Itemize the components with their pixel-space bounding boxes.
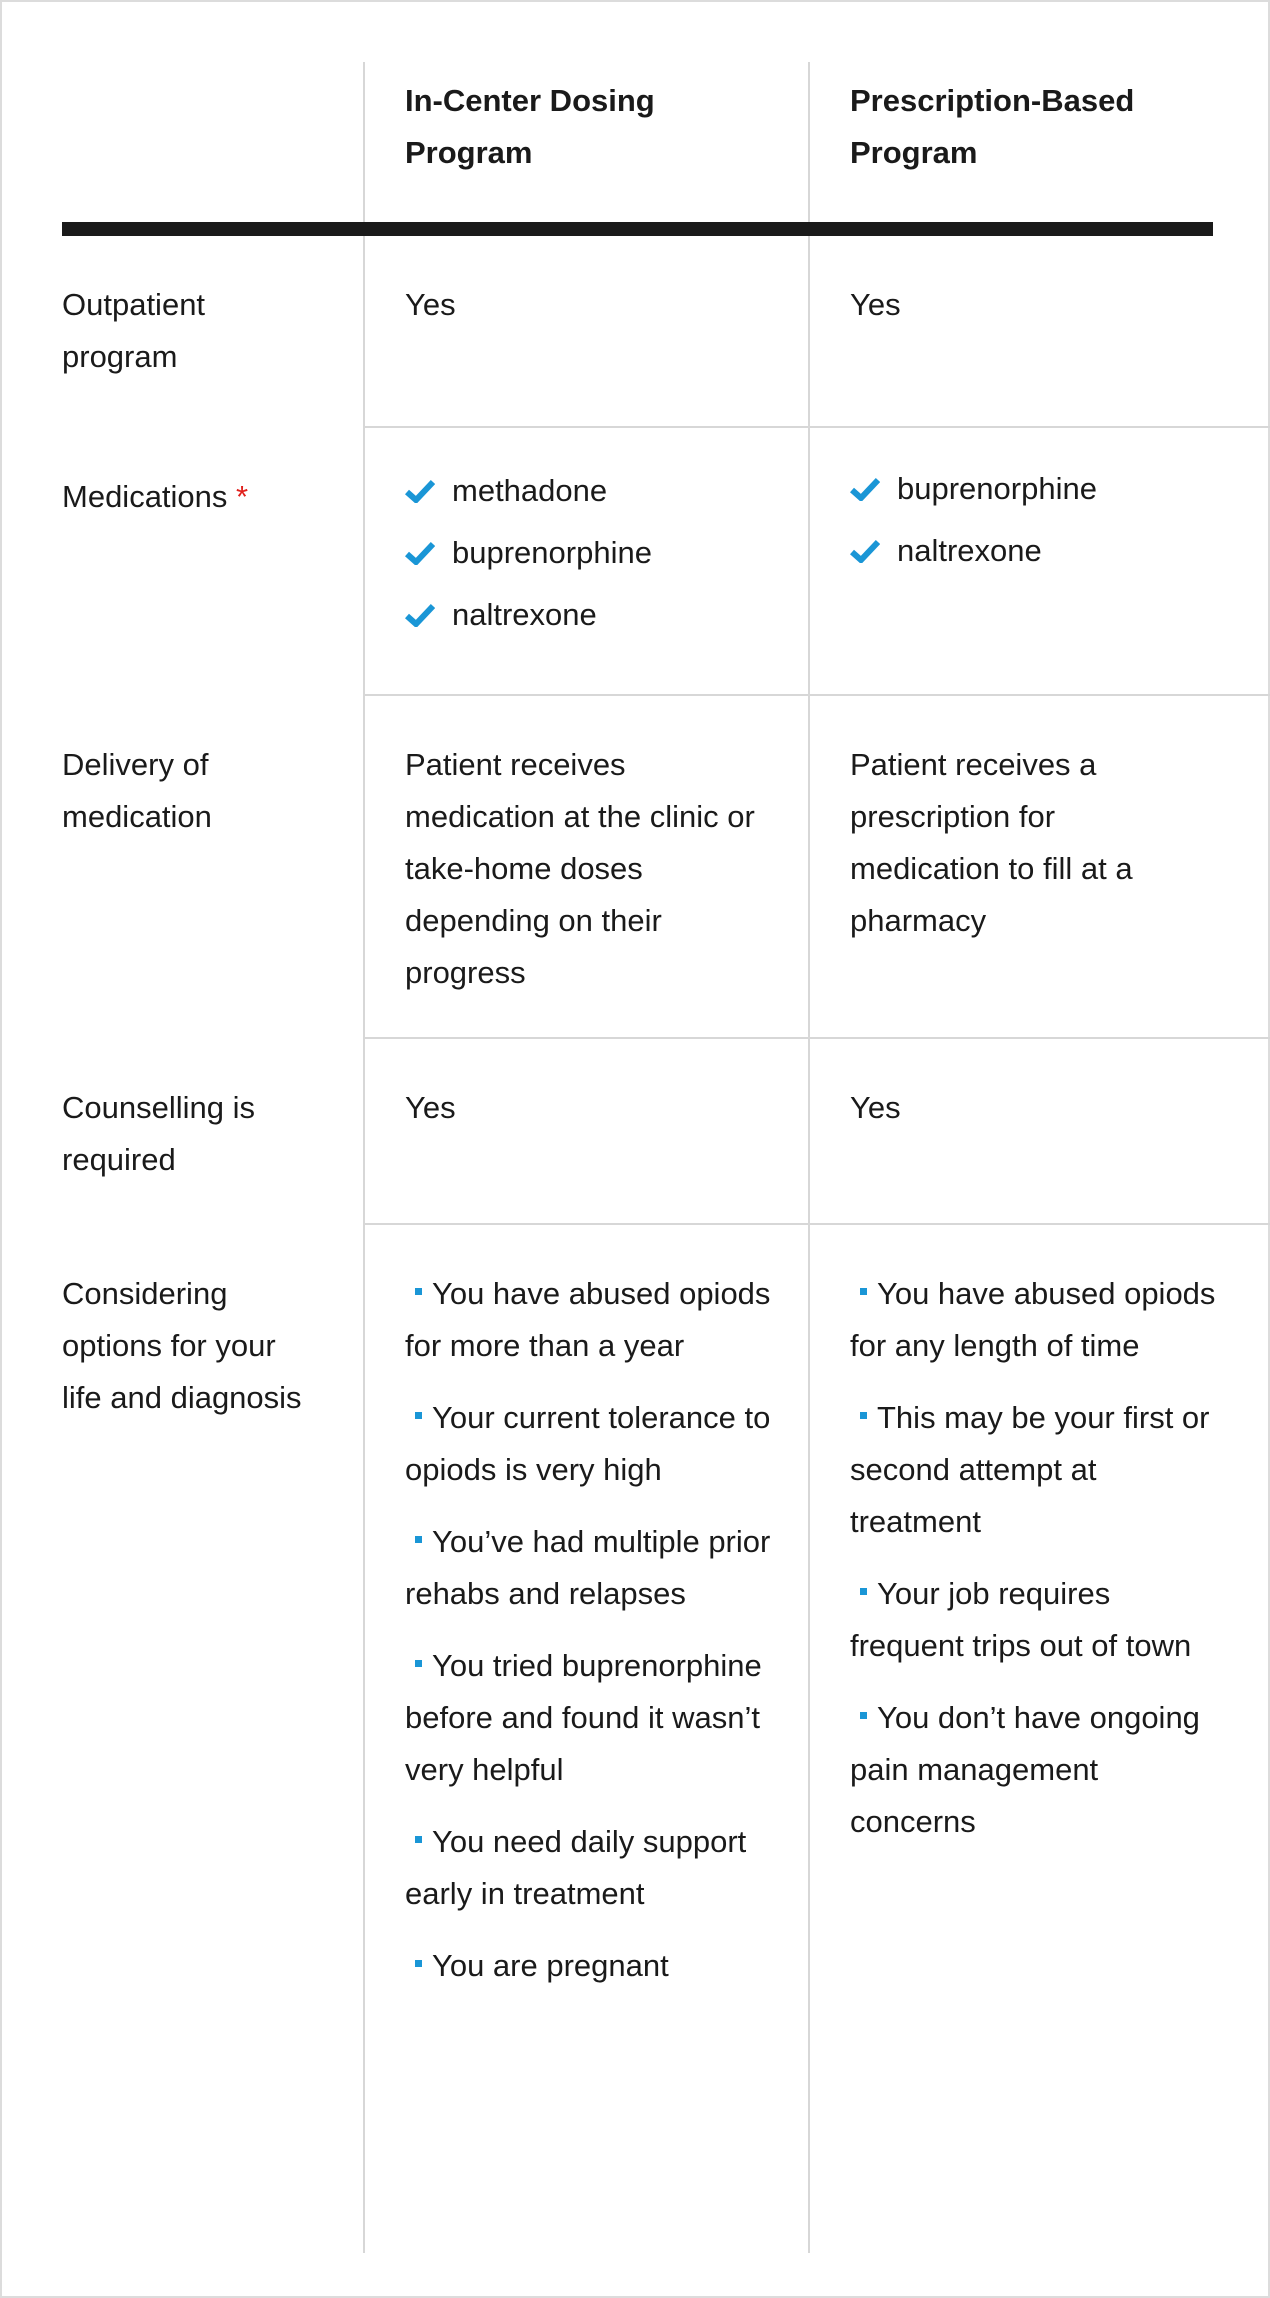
list-item bbox=[850, 1392, 1220, 1548]
medication-name: methadone bbox=[452, 473, 608, 508]
table-row bbox=[62, 1039, 1270, 1225]
check-icon bbox=[405, 541, 435, 565]
row-label: Considering options for your life and diagnosis bbox=[62, 1276, 302, 1415]
list-item bbox=[850, 1692, 1220, 1848]
list-item bbox=[405, 1392, 785, 1496]
medication-name: naltrexone bbox=[452, 597, 597, 632]
criteria-text: Your current tolerance to opiods is very high bbox=[405, 1400, 771, 1487]
criteria-text: This may be your first or second attempt at treatment bbox=[850, 1400, 1210, 1539]
medication-name: buprenorphine bbox=[452, 535, 652, 570]
criteria-text: You have abused opiods for any length of time bbox=[850, 1276, 1216, 1363]
check-icon bbox=[405, 603, 435, 627]
row-label-medications bbox=[62, 471, 363, 523]
column-title-in-center: In-Center Dosing Program bbox=[405, 83, 655, 170]
list-item bbox=[405, 1640, 785, 1796]
row-label-cell bbox=[62, 696, 363, 1039]
square-bullet-icon bbox=[415, 1536, 422, 1543]
criteria-text: You don’t have ongoing pain management concerns bbox=[850, 1700, 1200, 1839]
criteria-list bbox=[405, 1268, 785, 1992]
comparison-table bbox=[62, 62, 1270, 2253]
cell-value: Yes bbox=[850, 1090, 901, 1125]
cell-in-center bbox=[363, 1039, 808, 1225]
table-row bbox=[62, 236, 1270, 428]
square-bullet-icon bbox=[860, 1412, 867, 1419]
square-bullet-icon bbox=[860, 1588, 867, 1595]
header-cell-in-center bbox=[363, 62, 808, 222]
criteria-text: You tried buprenorphine before and found it wasn’t very helpful bbox=[405, 1648, 762, 1787]
list-item bbox=[405, 1516, 785, 1620]
row-label: Medications bbox=[62, 479, 228, 514]
list-item bbox=[850, 1268, 1220, 1372]
criteria-text: You are pregnant bbox=[432, 1948, 669, 1983]
row-label: Delivery of medication bbox=[62, 747, 212, 834]
list-item bbox=[405, 1940, 785, 1992]
list-item bbox=[405, 1268, 785, 1372]
cell-in-center bbox=[363, 696, 808, 1039]
row-label-cell bbox=[62, 1225, 363, 2253]
medication-name: naltrexone bbox=[897, 533, 1042, 568]
cell-in-center bbox=[363, 1225, 808, 2253]
square-bullet-icon bbox=[860, 1288, 867, 1295]
criteria-text: You have abused opiods for more than a year bbox=[405, 1276, 771, 1363]
row-label-cell bbox=[62, 428, 363, 696]
square-bullet-icon bbox=[860, 1712, 867, 1719]
required-marker: * bbox=[236, 479, 249, 514]
cell-prescription bbox=[808, 696, 1270, 1039]
row-label-cell bbox=[62, 236, 363, 428]
square-bullet-icon bbox=[415, 1412, 422, 1419]
row-label-cell bbox=[62, 1039, 363, 1225]
cell-prescription bbox=[808, 1225, 1270, 2253]
medication-list bbox=[850, 458, 1252, 582]
list-item bbox=[405, 460, 788, 522]
square-bullet-icon bbox=[415, 1960, 422, 1967]
criteria-text: You need daily support early in treatment bbox=[405, 1824, 747, 1911]
check-icon bbox=[850, 539, 880, 563]
square-bullet-icon bbox=[415, 1288, 422, 1295]
square-bullet-icon bbox=[415, 1660, 422, 1667]
table-row bbox=[62, 428, 1270, 696]
cell-prescription bbox=[808, 236, 1270, 428]
header-cell-prescription bbox=[808, 62, 1270, 222]
cell-in-center bbox=[363, 428, 808, 696]
cell-in-center bbox=[363, 236, 808, 428]
cell-value: Yes bbox=[405, 1090, 456, 1125]
criteria-text: You’ve had multiple prior rehabs and relapses bbox=[405, 1524, 771, 1611]
table-row bbox=[62, 696, 1270, 1039]
criteria-text: Your job requires frequent trips out of town bbox=[850, 1576, 1192, 1663]
cell-prescription bbox=[808, 1039, 1270, 1225]
cell-value: Yes bbox=[405, 287, 456, 322]
list-item bbox=[850, 1568, 1220, 1672]
header-divider bbox=[62, 222, 1213, 236]
check-icon bbox=[405, 479, 435, 503]
list-item bbox=[405, 1816, 785, 1920]
list-item bbox=[405, 522, 788, 584]
cell-value: Yes bbox=[850, 287, 901, 322]
list-item bbox=[405, 584, 788, 646]
medication-name: buprenorphine bbox=[897, 471, 1097, 506]
row-label: Outpatient program bbox=[62, 287, 206, 374]
square-bullet-icon bbox=[415, 1836, 422, 1843]
table-header-row bbox=[62, 62, 1270, 222]
table-row bbox=[62, 1225, 1270, 2253]
cell-value: Patient receives medication at the clinic or take-home doses depending on their progress bbox=[405, 747, 755, 990]
cell-value: Patient receives a prescription for medication to fill at a pharmacy bbox=[850, 747, 1133, 938]
header-empty-cell bbox=[62, 62, 363, 222]
list-item bbox=[850, 458, 1252, 520]
criteria-list bbox=[850, 1268, 1220, 1848]
check-icon bbox=[850, 477, 880, 501]
medication-list bbox=[405, 460, 788, 646]
cell-prescription bbox=[808, 428, 1270, 696]
row-label: Counselling is required bbox=[62, 1090, 255, 1177]
list-item bbox=[850, 520, 1252, 582]
column-title-prescription: Prescription-Based Program bbox=[850, 83, 1135, 170]
